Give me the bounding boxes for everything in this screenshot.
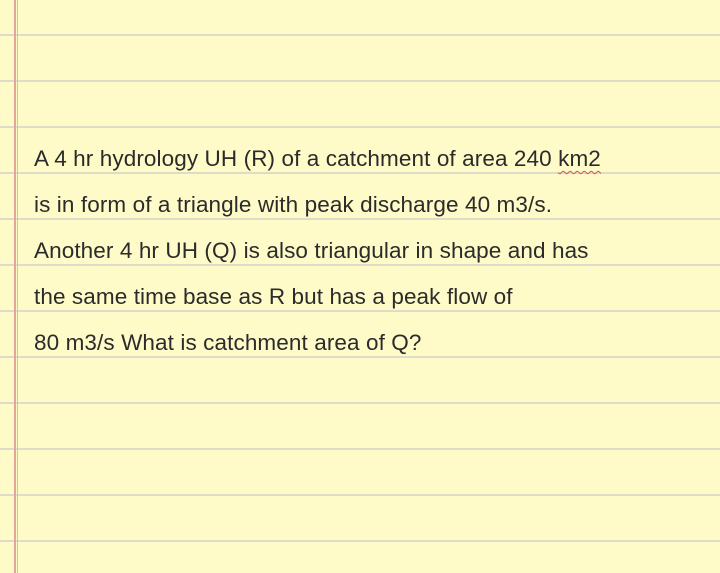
note-body[interactable] <box>34 136 714 366</box>
note-line-4: the same time base as R but has a peak flow of <box>34 284 513 309</box>
margin-line-inner <box>17 0 18 573</box>
misspelled-word[interactable]: km2 <box>558 146 601 171</box>
note-line-5: 80 m3/s What is catchment area of Q? <box>34 330 422 355</box>
margin-line <box>14 0 16 573</box>
note-line-3: Another 4 hr UH (Q) is also triangular in shape and has <box>34 238 589 263</box>
note-line-1 <box>34 136 714 182</box>
note-line-2: is in form of a triangle with peak discharge 40 m3/s. <box>34 192 553 217</box>
note-line-1-text: A 4 hr hydrology UH (R) of a catchment of area 240 <box>34 146 559 171</box>
